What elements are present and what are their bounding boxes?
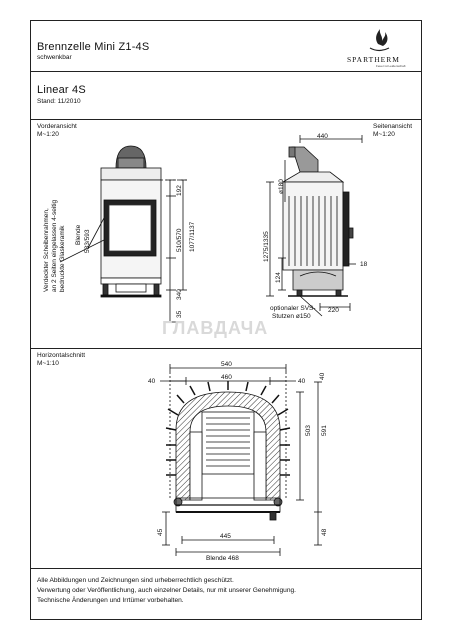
footer-line-2: Verwertung oder Veröffentlichung, auch einzelner Details, nur mit unserer Genehmigung. xyxy=(37,587,297,594)
front-view-scale: M~1:20 xyxy=(37,131,59,138)
brand-tagline: Feuer ist Leidenschaft xyxy=(376,64,406,68)
front-view-title: Vorderansicht xyxy=(37,123,77,130)
side-view-title: Seitenansicht xyxy=(373,123,413,130)
watermark: ГЛАВДАЧА xyxy=(162,318,269,338)
dim-45: 45 xyxy=(157,528,164,536)
dim-591: 591 xyxy=(321,425,328,436)
dim-503: 503 xyxy=(305,425,312,436)
blende-468: Blende 468 xyxy=(206,555,239,562)
blende-value: 533/593 xyxy=(84,229,91,253)
dim-540: 540 xyxy=(221,361,232,368)
dim-445: 445 xyxy=(220,533,231,540)
product-subtitle: schwenkbar xyxy=(37,54,72,61)
dim-340: 340 xyxy=(176,289,183,300)
dim-1077-1137: 1077/1137 xyxy=(189,221,196,252)
note-line-1: Verdeckter Scheibenrahmen, xyxy=(43,208,50,292)
svs-callout-2: Stutzen ø150 xyxy=(272,313,311,320)
note-line-3: bedruckte Glaskeramik xyxy=(59,225,66,292)
horizontal-scale: M~1:10 xyxy=(37,360,59,367)
horizontal-section-drawing xyxy=(160,364,322,556)
dim-40-left: 40 xyxy=(148,378,156,385)
horizontal-title: Horizontalschnitt xyxy=(37,352,86,359)
dim-d180: ø180 xyxy=(278,179,285,194)
dim-40-top: 40 xyxy=(319,372,326,380)
dim-40-right: 40 xyxy=(298,378,306,385)
dim-48: 48 xyxy=(321,528,328,536)
dim-1275-1335: 1275/1335 xyxy=(263,231,270,262)
side-view-scale: M~1:20 xyxy=(373,131,395,138)
dim-460: 460 xyxy=(221,374,232,381)
model-stand: Stand: 11/2010 xyxy=(37,98,81,105)
dim-510-570: 510/570 xyxy=(176,228,183,252)
note-line-2: an 2 Seiten eingelassen 4-seitig xyxy=(51,199,58,292)
svs-callout-1: optionaler SVS- xyxy=(270,305,316,312)
footer-line-1: Alle Abbildungen und Zeichnungen sind urheberrechtlich geschützt. xyxy=(37,577,234,584)
product-title: Brennzelle Mini Z1-4S xyxy=(37,41,150,53)
dim-18: 18 xyxy=(360,261,368,268)
dim-192: 192 xyxy=(176,185,183,196)
footer-line-3: Technische Änderungen und Irrtümer vorbehalten. xyxy=(37,597,184,604)
model-name: Linear 4S xyxy=(37,84,86,96)
dim-220: 220 xyxy=(328,307,339,314)
side-view-drawing xyxy=(266,135,362,316)
blende-label: Blende xyxy=(75,224,82,245)
brand-name: SPARTHERM xyxy=(347,55,400,64)
dim-440: 440 xyxy=(317,133,328,140)
dim-124: 124 xyxy=(275,272,282,283)
dim-35: 35 xyxy=(176,310,183,318)
